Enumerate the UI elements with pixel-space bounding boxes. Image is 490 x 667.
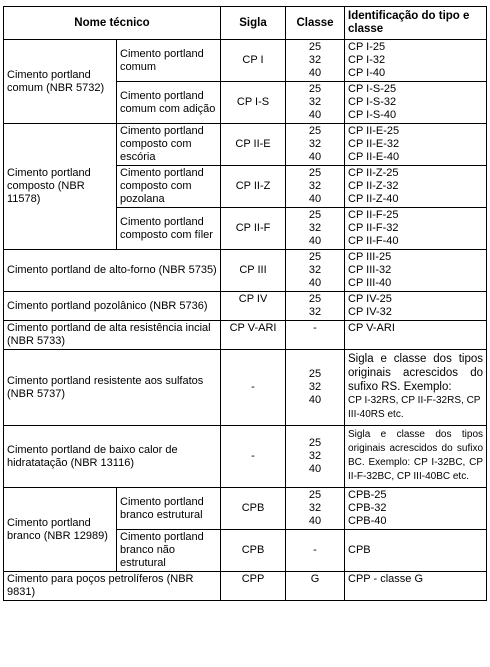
type-name-pocos: Cimento para poços petrolíferos (NBR 9831) bbox=[4, 572, 221, 601]
sigla-cell: CP V-ARI bbox=[221, 321, 286, 350]
header-sigla: Sigla bbox=[221, 7, 286, 40]
sigla-cell: CP IV bbox=[221, 292, 286, 321]
classe-cell: 25 32 40 bbox=[286, 82, 345, 124]
subtype-name: Cimento portland comum com adição bbox=[117, 82, 221, 124]
sigla-cell: CP II-E bbox=[221, 124, 286, 166]
classe-cell: 25 32 40 bbox=[286, 350, 345, 426]
sigla-cell: CP II-F bbox=[221, 208, 286, 250]
sigla-cell: - bbox=[221, 350, 286, 426]
sigla-cell: CP II-Z bbox=[221, 166, 286, 208]
table-row bbox=[4, 321, 487, 350]
subtype-name: Cimento portland branco estrutural bbox=[117, 488, 221, 530]
table-row bbox=[4, 488, 487, 530]
ident-cell: CPB-25 CPB-32 CPB-40 bbox=[345, 488, 487, 530]
ident-cell: Sigla e classe dos tipos originais acrescidos do sufixo BC. Exemplo: CP I-32BC, CP II-F-32BC, CP III-40BC etc. bbox=[345, 426, 487, 488]
sigla-cell: CP I bbox=[221, 40, 286, 82]
ident-cell: CPB bbox=[345, 530, 487, 572]
table-container bbox=[3, 6, 487, 601]
classe-cell: 25 32 40 bbox=[286, 166, 345, 208]
table-row bbox=[4, 426, 487, 488]
ident-cell: CP I-S-25 CP I-S-32 CP I-S-40 bbox=[345, 82, 487, 124]
sigla-cell: - bbox=[221, 426, 286, 488]
classe-cell: 25 32 40 bbox=[286, 488, 345, 530]
ident-cell: CP I-25 CP I-32 CP I-40 bbox=[345, 40, 487, 82]
table-row bbox=[4, 40, 487, 82]
subtype-name: Cimento portland composto com escória bbox=[117, 124, 221, 166]
ident-rs-text: Sigla e classe dos tipos originais acrescidos do sufixo RS. Exemplo: bbox=[348, 353, 484, 393]
sigla-cell: CPB bbox=[221, 488, 286, 530]
subtype-name: Cimento portland branco não estrutural bbox=[117, 530, 221, 572]
ident-cell: CP III-25 CP III-32 CP III-40 bbox=[345, 250, 487, 292]
subtype-name: Cimento portland composto com fíler bbox=[117, 208, 221, 250]
classe-cell: - bbox=[286, 321, 345, 350]
table-row bbox=[4, 250, 487, 292]
ident-cell: CP II-E-25 CP II-E-32 CP II-E-40 bbox=[345, 124, 487, 166]
classe-cell: 25 32 40 bbox=[286, 208, 345, 250]
type-name-pozolanico: Cimento portland pozolânico (NBR 5736) bbox=[4, 292, 221, 321]
type-name-bc: Cimento portland de baixo calor de hidratatação (NBR 13116) bbox=[4, 426, 221, 488]
classe-cell: G bbox=[286, 572, 345, 601]
sigla-cell: CPP bbox=[221, 572, 286, 601]
header-identificacao: Identificação do tipo e classe bbox=[345, 7, 487, 40]
sigla-cell: CP III bbox=[221, 250, 286, 292]
type-name-ari: Cimento portland de alta resistência incial (NBR 5733) bbox=[4, 321, 221, 350]
classe-cell: 25 32 40 bbox=[286, 250, 345, 292]
ident-cell: CP V-ARI bbox=[345, 321, 487, 350]
subtype-name: Cimento portland comum bbox=[117, 40, 221, 82]
group-name-branco: Cimento portland branco (NBR 12989) bbox=[4, 488, 117, 572]
table-row bbox=[4, 124, 487, 166]
ident-cell: CP II-F-25 CP II-F-32 CP II-F-40 bbox=[345, 208, 487, 250]
header-nome: Nome técnico bbox=[4, 7, 221, 40]
ident-rs-example: CP I-32RS, CP II-F-32RS, CP III-40RS etc. bbox=[348, 395, 481, 420]
ident-cell: CP II-Z-25 CP II-Z-32 CP II-Z-40 bbox=[345, 166, 487, 208]
table-row bbox=[4, 572, 487, 601]
classe-cell: 25 32 40 bbox=[286, 40, 345, 82]
header-row bbox=[4, 7, 487, 40]
group-name-comum: Cimento portland comum (NBR 5732) bbox=[4, 40, 117, 124]
sigla-cell: CP I-S bbox=[221, 82, 286, 124]
group-name-composto: Cimento portland composto (NBR 11578) bbox=[4, 124, 117, 250]
sigla-cell: CPB bbox=[221, 530, 286, 572]
type-name-rs: Cimento portland resistente aos sulfatos (NBR 5737) bbox=[4, 350, 221, 426]
cement-types-table bbox=[3, 6, 487, 601]
classe-cell: - bbox=[286, 530, 345, 572]
ident-cell bbox=[345, 350, 487, 426]
ident-cell: CP IV-25 CP IV-32 bbox=[345, 292, 487, 321]
ident-cell: CPP - classe G bbox=[345, 572, 487, 601]
table-row bbox=[4, 350, 487, 426]
table-row bbox=[4, 292, 487, 321]
header-classe: Classe bbox=[286, 7, 345, 40]
classe-cell: 25 32 40 bbox=[286, 426, 345, 488]
classe-cell: 25 32 bbox=[286, 292, 345, 321]
classe-cell: 25 32 40 bbox=[286, 124, 345, 166]
subtype-name: Cimento portland composto com pozolana bbox=[117, 166, 221, 208]
type-name-alto-forno: Cimento portland de alto-forno (NBR 5735) bbox=[4, 250, 221, 292]
